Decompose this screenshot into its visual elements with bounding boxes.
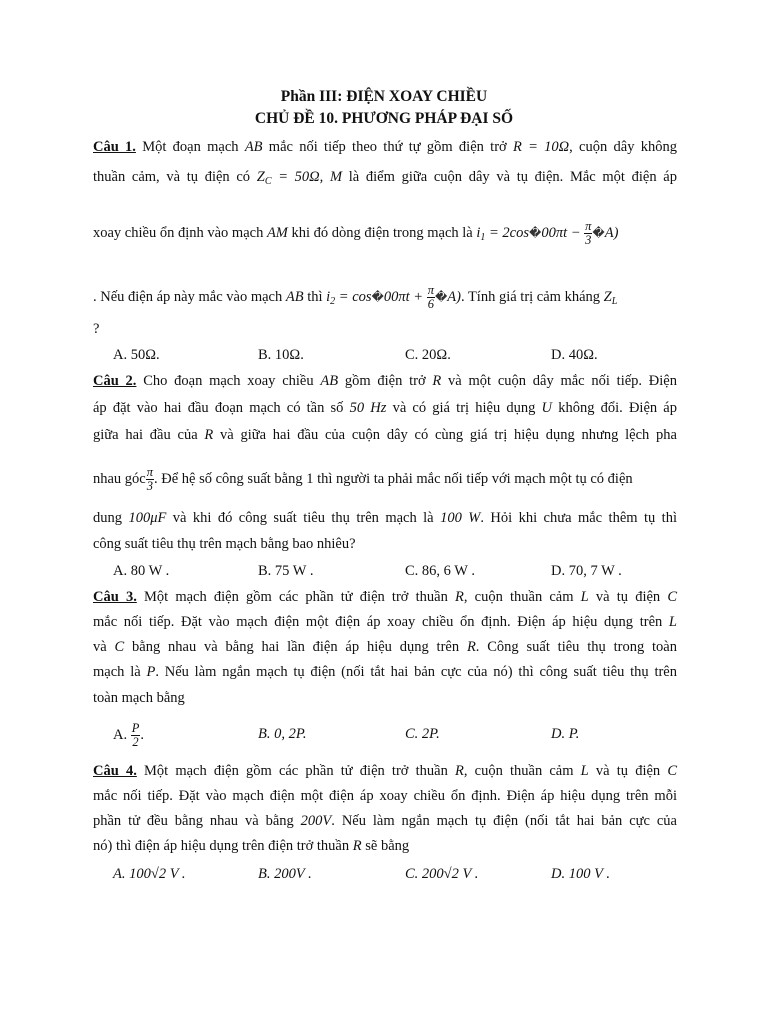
q1-broken-glyph: � <box>529 225 542 240</box>
q3-option-c: C. 2P. <box>405 726 440 742</box>
q1-fraction <box>427 284 435 311</box>
q1-text: khi đó dòng điện trong mạch là <box>287 224 477 241</box>
q3-math-l: L <box>668 614 677 630</box>
q1-math-cos: = 2cos <box>485 224 530 241</box>
q2-text: nhau góc <box>93 470 146 487</box>
q3-text: và tụ điện <box>588 589 668 605</box>
frac-num: P <box>131 721 140 735</box>
q2-text: dung <box>93 510 129 526</box>
q1-text: . Tính giá trị cảm kháng <box>460 288 604 305</box>
q1-label: Câu 1. <box>93 139 136 155</box>
q3-line-3 <box>93 638 677 656</box>
q2-text: . Hỏi khi chưa mắc thêm tụ thì <box>480 510 677 526</box>
q1-option-c: C. 20Ω. <box>405 347 451 363</box>
q1-line-5: ? <box>93 321 100 337</box>
q1-option-a: A. 50Ω. <box>113 347 160 363</box>
q1-math-zc: = 50Ω, M <box>271 169 343 185</box>
q2-math-u: U <box>541 400 553 416</box>
q4-line-3 <box>93 812 677 830</box>
q2-line-2 <box>93 399 677 417</box>
q2-text: giữa hai đầu của <box>93 427 205 443</box>
q3-math-c: C <box>667 589 677 605</box>
q2-text: áp đặt vào hai đầu đoạn mạch có tần số <box>93 400 350 416</box>
q1-math-i1: i <box>476 224 481 241</box>
q4-line-2: mắc nối tiếp. Đặt vào mạch điện một điện áp xoay chiều ổn định. Điện áp hiệu dụng trên mỗi <box>93 788 677 804</box>
frac-den: 3 <box>146 479 153 493</box>
q2-text: gồm điện trở <box>338 373 433 389</box>
q1-text: Một đoạn mạch <box>135 139 245 155</box>
q2-math-c: 100μF <box>128 510 167 526</box>
q2-text: và khi đó công suất tiêu thụ trên mạch là <box>166 510 441 526</box>
q1-text: là điểm giữa cuộn dây và tụ điện. Mắc một điện áp <box>342 169 677 185</box>
frac-num: π <box>427 283 434 297</box>
q2-text: và một cuộn dây mắc nối tiếp. Điện <box>441 373 677 389</box>
q1-text: thuần cảm, và tụ điện có <box>93 169 257 185</box>
q3-line-2 <box>93 613 677 631</box>
q4-text: . Nếu làm ngắn mạch tụ điện (nối tắt hai bản cực của <box>331 813 677 829</box>
q1-text: , cuộn dây không <box>569 139 677 155</box>
q1-math-zl: Z <box>603 288 612 305</box>
q3-text: Một mạch điện gồm các phần tử điện trở thuần <box>136 589 455 605</box>
q3-text: và <box>93 639 115 655</box>
q4-math-c: C <box>667 763 677 779</box>
q3-text: bằng nhau và bằng hai lần điện áp hiệu dụng trên <box>124 639 467 655</box>
q4-option-a: A. 100√2 V . <box>113 866 186 882</box>
q4-math-l: L <box>580 763 589 779</box>
q3-option-b: B. 0, 2P. <box>258 726 307 742</box>
q1-math-am: AM <box>266 224 288 241</box>
q4-math-r: R <box>352 838 362 854</box>
q3-option-a <box>113 722 144 749</box>
q2-option-a: A. 80 W . <box>113 563 170 579</box>
q1-option-d: D. 40Ω. <box>551 347 598 363</box>
q4-text: và tụ điện <box>588 763 668 779</box>
q3-option-a-end: . <box>140 726 144 743</box>
q3-math-r: R <box>466 639 476 655</box>
q1-text: xoay chiều ổn định vào mạch <box>93 224 267 241</box>
q4-option-b: B. 200V . <box>258 866 312 882</box>
q3-line-5: toàn mạch bằng <box>93 690 185 706</box>
q4-line-1 <box>93 762 677 780</box>
q2-text: . Để hệ số công suất bằng 1 thì người ta phải mắc nối tiếp với mạch một tụ có điện <box>154 470 633 487</box>
q4-text: phần tử đều bằng nhau và bằng <box>93 813 301 829</box>
part-title: Phần III: ĐIỆN XOAY CHIỀU <box>280 88 488 105</box>
frac-num: π <box>146 465 154 479</box>
q1-math-arg: 00πt + <box>383 288 424 305</box>
q2-line-6: công suất tiêu thụ trên mạch bằng bao nhiêu? <box>93 536 356 552</box>
q1-option-b: B. 10Ω. <box>258 347 304 363</box>
q2-line-4 <box>93 466 677 493</box>
q2-label: Câu 2. <box>93 373 137 389</box>
q3-text: . Công suất tiêu thụ trong toàn <box>475 639 677 655</box>
q1-math-i2sub: 2 <box>330 295 336 307</box>
q4-math-r: R <box>454 763 464 779</box>
q3-text: mạch là <box>93 664 147 680</box>
q2-line-3 <box>93 426 677 444</box>
topic-title: CHỦ ĐỀ 10. PHƯƠNG PHÁP ĐẠI SỐ <box>254 110 514 127</box>
q3-option-a-fraction <box>131 722 141 749</box>
q2-text: không đổi. Điện áp <box>552 400 677 416</box>
q1-broken-glyph: � <box>371 289 384 304</box>
q2-line-1 <box>93 372 677 390</box>
q3-text: , cuộn thuần cảm <box>463 589 581 605</box>
q4-text: Một mạch điện gồm các phần tử điện trở thuần <box>136 763 455 779</box>
q1-math-ab: AB <box>285 288 304 305</box>
q3-label: Câu 3. <box>93 589 137 605</box>
q3-math-l: L <box>580 589 589 605</box>
q3-option-d: D. P. <box>551 726 580 742</box>
q1-broken-glyph: � <box>434 289 448 304</box>
q2-math-f: 50 Hz <box>349 400 387 416</box>
q4-option-d: D. 100 V . <box>551 866 610 882</box>
q1-math-ab: AB <box>244 139 263 155</box>
q2-line-5 <box>93 509 677 527</box>
q2-text: Cho đoạn mạch xoay chiều <box>136 373 321 389</box>
q4-text: , cuộn thuần cảm <box>463 763 581 779</box>
q4-math-v: 200V <box>300 813 332 829</box>
q1-math-zsub: C <box>264 176 272 187</box>
q2-math-p: 100 W <box>440 510 481 526</box>
q2-text: và giữa hai đầu của cuộn dây có cùng giá trị hiệu dụng nhưng lệch pha <box>213 427 677 443</box>
q1-math-i1sub: 1 <box>480 231 486 243</box>
q1-math-a: A) <box>447 288 461 305</box>
q3-text: . Nếu làm ngắn mạch tụ điện (nối tắt hai bản cực của nó) thì công suất tiêu thụ trên <box>155 664 677 680</box>
q1-math-cos: = cos <box>335 288 372 305</box>
q1-math-r: R = 10Ω <box>512 139 570 155</box>
q1-line-1 <box>93 138 677 156</box>
q4-line-4 <box>93 837 677 855</box>
q2-option-d: D. 70, 7 W . <box>551 563 622 579</box>
q2-text: và có giá trị hiệu dụng <box>386 400 542 416</box>
q2-option-b: B. 75 W . <box>258 563 314 579</box>
q3-math-p: P <box>146 664 156 680</box>
q3-option-a-letter: A. <box>113 726 128 743</box>
frac-den: 6 <box>427 297 434 311</box>
q1-line-2 <box>93 168 677 191</box>
q1-math-arg: 00πt − <box>541 224 581 241</box>
q1-math-zlsub: L <box>611 295 618 307</box>
q3-math-c: C <box>114 639 125 655</box>
frac-den: 2 <box>132 735 139 749</box>
q4-text: nó) thì điện áp hiệu dụng trên điện trở thuần <box>93 838 353 854</box>
q3-line-1 <box>93 588 677 606</box>
q4-label: Câu 4. <box>93 763 137 779</box>
q4-option-c: C. 200√2 V . <box>405 866 479 882</box>
frac-num: π <box>585 219 592 233</box>
q1-math-z: Z <box>256 169 265 185</box>
q3-text: mắc nối tiếp. Đặt vào mạch điện một điện áp xoay chiều ổn định. Điện áp hiệu dụng trên <box>93 614 669 630</box>
q3-line-4 <box>93 663 677 681</box>
q1-line-4 <box>93 284 677 311</box>
q2-math-ab: AB <box>320 373 339 389</box>
q1-line-3 <box>93 220 677 247</box>
q1-broken-glyph: � <box>592 225 605 240</box>
q2-math-r: R <box>204 427 214 443</box>
q1-text: . Nếu điện áp này mắc vào mạch <box>93 288 286 305</box>
q1-math-i2: i <box>326 288 331 305</box>
frac-den: 3 <box>585 233 592 247</box>
q1-math-a: A) <box>604 224 619 241</box>
q2-math-r: R <box>432 373 442 389</box>
q2-fraction <box>146 466 154 493</box>
q2-option-c: C. 86, 6 W . <box>405 563 475 579</box>
q3-math-r: R <box>454 589 464 605</box>
q1-text: mắc nối tiếp theo thứ tự gồm điện trở <box>262 139 513 155</box>
q1-text: thì <box>303 288 327 305</box>
q4-text: sẽ bằng <box>361 838 410 854</box>
